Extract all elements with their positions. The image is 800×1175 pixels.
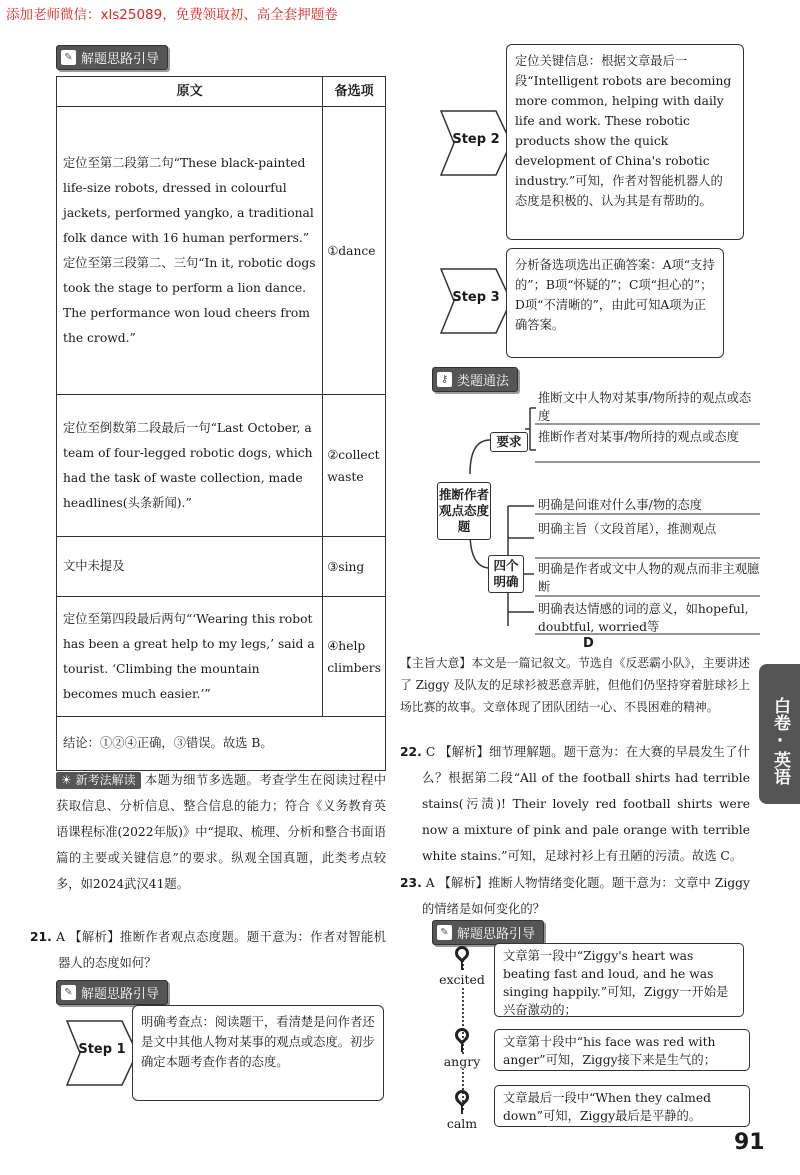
guide-title-pill bbox=[56, 45, 168, 70]
emotion-box: 文章第十段中“his face was red with anger”可知，Ziggy接下来是生气的； bbox=[494, 1029, 750, 1071]
table-cell-option: ②collect waste bbox=[323, 395, 386, 537]
method-four-item: 明确主旨（文段首尾），推测观点 bbox=[538, 522, 717, 536]
table-conclusion: 结论：①②④正确，③错误。故选 B。 bbox=[57, 717, 386, 771]
key-icon: ⚷ bbox=[437, 372, 452, 387]
side-tab: 白卷·英语 bbox=[759, 664, 800, 804]
step3-label: Step 3 bbox=[452, 290, 500, 305]
step3-box: 分析备选项选出正确答案：A项“支持的”；B项“怀疑的”；C项“担心的”；D项“不清晰的”，由此可知A项为正确答案。 bbox=[506, 248, 724, 358]
method-four-item: 明确是作者或文中人物的观点而非主观臆断 bbox=[538, 562, 760, 594]
q21-number: 21. bbox=[30, 930, 52, 944]
passage-label: D bbox=[583, 636, 594, 651]
table-row bbox=[57, 597, 386, 717]
table-cell-text: 文中未提及 bbox=[57, 537, 323, 597]
q23-block bbox=[400, 870, 750, 922]
q22-answer: C bbox=[425, 745, 436, 759]
new-exam-tag-label: 新考法解读 bbox=[75, 773, 136, 787]
table-cell-option: ④help climbers bbox=[323, 597, 386, 717]
q23-number: 23. bbox=[400, 876, 422, 890]
method-four-box: 四个明确 bbox=[488, 555, 524, 593]
analysis-table bbox=[56, 76, 386, 771]
method-center-box: 推断作者观点态度题 bbox=[437, 482, 491, 540]
method-req-item: 推断作者对某事/物所持的观点或态度 bbox=[538, 430, 739, 444]
table-row bbox=[57, 395, 386, 537]
location-pin-icon bbox=[452, 1087, 472, 1107]
method-four-item: 明确是问谁对什么事/物的态度 bbox=[538, 498, 703, 512]
table-header-source: 原文 bbox=[57, 77, 323, 107]
emotion-pin bbox=[432, 946, 492, 987]
pencil-icon: ✎ bbox=[61, 50, 76, 65]
q21-answer: A bbox=[56, 930, 65, 944]
q23-guide-pill bbox=[432, 920, 544, 945]
step1-label: Step 1 bbox=[78, 1042, 126, 1057]
emotion-pin bbox=[432, 1090, 492, 1131]
method-req-box: 要求 bbox=[490, 432, 528, 452]
table-row bbox=[57, 717, 386, 771]
q22-text: 【解析】细节理解题。题干意为：在大赛的早晨发生了什么？根据第二段“All of the football shirts had terrible stains(污渍)! Their lovely red football shirts were now a mixture of pink and pale orange with terrible white stains.”可知，足球衬衫上有丑陋的污渍。故选 C。 bbox=[422, 745, 750, 863]
method-title: 类题通法 bbox=[457, 374, 510, 389]
location-pin-icon bbox=[452, 943, 472, 963]
table-row bbox=[57, 537, 386, 597]
table-cell-text: 定位至第四段最后两句“‘Wearing this robot has been a great help to my legs,’ said a tourist. ‘Climbing the mountain becomes much easier.’” bbox=[57, 597, 323, 717]
new-exam-tag bbox=[56, 772, 141, 789]
page-number: 91 bbox=[734, 1130, 765, 1155]
q21-block bbox=[30, 924, 386, 976]
new-exam-text: 本题为细节多选题。考查学生在阅读过程中获取信息、分析信息、整合信息的能力；符合《义务教育英语课程标准(2022年版)》中“提取、梳理、分析和整合书面语篇的主要或关键信息”的要求。纵观全国真题，此类考点较多，如2024武汉41题。 bbox=[56, 773, 387, 891]
table-cell-option: ①dance bbox=[323, 107, 386, 395]
table-cell-text: 定位至第二段第二句“These black-painted life-size robots, dressed in colourful jackets, performed yangko, a traditional folk dance with 16 human performers.” 定位至第三段第二、三句“In it, robotic dogs took the stage to perform a lion dance. The performance won loud cheers from the crowd.” bbox=[57, 107, 323, 395]
bulb-icon: ☀ bbox=[61, 773, 76, 787]
q21-guide-pill bbox=[56, 980, 168, 1005]
guide-title: 解题思路引导 bbox=[81, 52, 160, 67]
table-header-option: 备选项 bbox=[323, 77, 386, 107]
emotion-label: angry bbox=[443, 1054, 481, 1069]
method-four-item: 明确表达情感的词的意义，如hopeful, doubtful, worried等 bbox=[538, 602, 749, 634]
table-cell-text: 定位至倒数第二段最后一句“Last October, a team of four-legged robotic dogs, which had the task of waste collection, made headlines(头条新闻).” bbox=[57, 395, 323, 537]
emotion-pin bbox=[432, 1028, 492, 1069]
pencil-icon: ✎ bbox=[437, 925, 452, 940]
emotion-label: calm bbox=[446, 1116, 478, 1131]
watermark-text: 添加老师微信：xls25089，免费领取初、高全套押题卷 bbox=[6, 7, 338, 23]
q22-block bbox=[400, 739, 750, 869]
q21-text: 【解析】推断作者观点态度题。题干意为：作者对智能机器人的态度如何？ bbox=[58, 930, 386, 970]
q22-number: 22. bbox=[400, 745, 422, 759]
q23-text: 【解析】推断人物情绪变化题。题干意为：文章中 Ziggy 的情绪是如何变化的？ bbox=[422, 876, 750, 916]
pencil-icon: ✎ bbox=[61, 985, 76, 1000]
new-exam-block bbox=[56, 767, 386, 897]
location-pin-icon bbox=[452, 1025, 472, 1045]
step2-box: 定位关键信息：根据文章最后一段“Intelligent robots are becoming more common, helping with daily life and work. These robotic products show the quick development of China's robotic industry.”可知，作者对智能机器人的态度是积极的、认为其是有帮助的。 bbox=[506, 44, 744, 240]
emotion-label: excited bbox=[439, 972, 485, 987]
step2-label: Step 2 bbox=[452, 132, 500, 147]
method-pill bbox=[432, 367, 518, 392]
emotion-box: 文章最后一段中“When they calmed down”可知，Ziggy最后是平静的。 bbox=[494, 1085, 750, 1127]
method-req-item: 推断文中人物对某事/物所持的观点或态度 bbox=[538, 391, 752, 423]
main-idea: 【主旨大意】本文是一篇记叙文。节选自《反恶霸小队》，主要讲述了 Ziggy 及队友的足球衫被恶意弄脏，但他们仍坚持穿着脏球衫上场比赛的故事。文章体现了团队团结一心、不畏困难的精神。 bbox=[400, 656, 750, 714]
q23-guide-title: 解题思路引导 bbox=[457, 927, 536, 942]
table-cell-option: ③sing bbox=[323, 537, 386, 597]
step1-box: 明确考查点：阅读题干，看清楚是问作者还是文中其他人物对某事的观点或态度。初步确定本题考查作者的态度。 bbox=[132, 1005, 384, 1101]
q23-answer: A bbox=[425, 876, 435, 890]
emotion-box: 文章第一段中“Ziggy's heart was beating fast and loud, and he was singing happily.”可知，Ziggy一开始是兴奋激动的； bbox=[494, 943, 744, 1017]
q21-guide-title: 解题思路引导 bbox=[81, 987, 160, 1002]
table-row bbox=[57, 107, 386, 395]
